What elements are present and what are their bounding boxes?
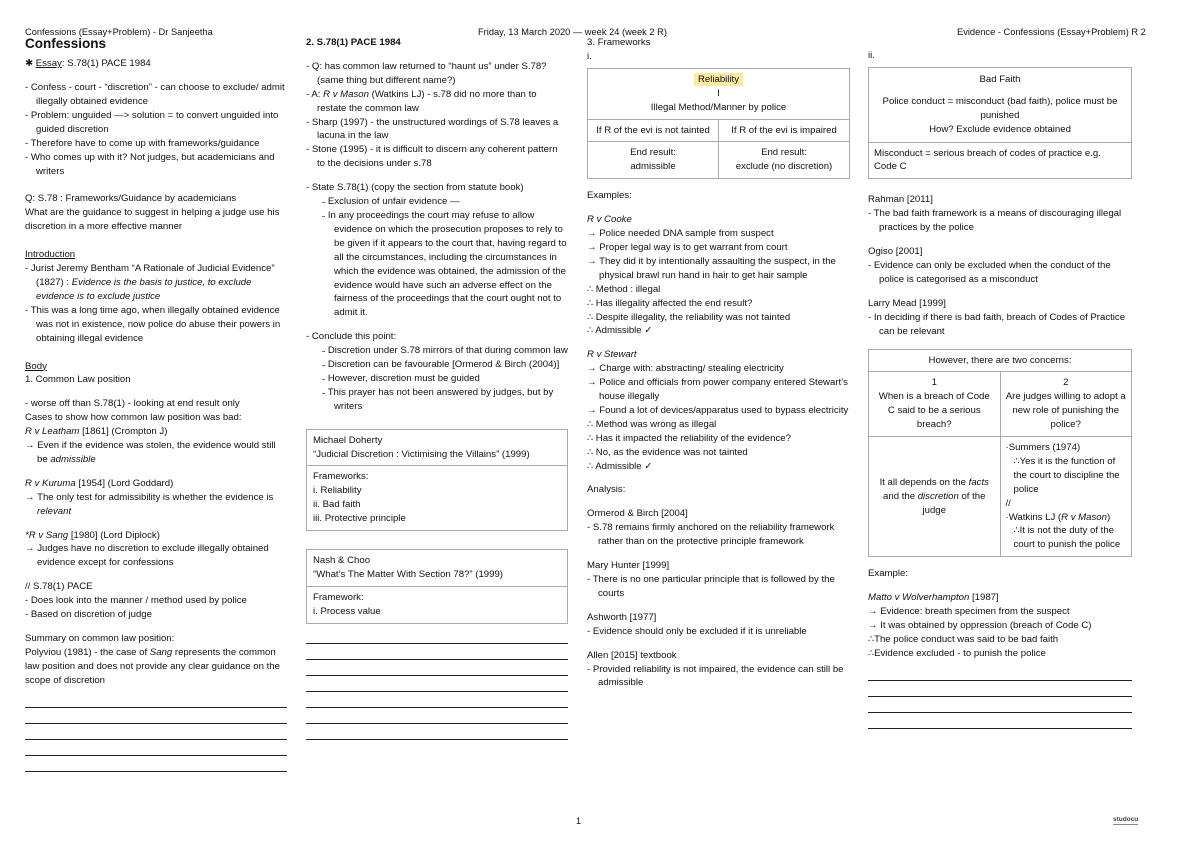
sub-item: ˗ However, discretion must be guided xyxy=(322,372,480,384)
list-item: - Evidence should only be excluded if it is unreliable xyxy=(587,625,807,637)
case-kuruma: R v Kuruma [1954] (Lord Goddard) xyxy=(25,477,174,489)
case-note: → The only test for admissibility is whether the evidence is relevant xyxy=(25,491,274,517)
list-item: - State S.78(1) (copy the section from statute book) xyxy=(306,182,524,194)
reliability-title: Reliability xyxy=(694,73,743,86)
summary-heading: Summary on common law position: xyxy=(25,633,175,644)
sub-item: ˗ Exclusion of unfair evidence — xyxy=(322,196,460,208)
list-item: - Who comes up with it? Not judges, but academicians and writers xyxy=(25,151,275,177)
question-line: Q: S.78 : Frameworks/Guidance by academicians xyxy=(25,193,237,205)
page-number: 1 xyxy=(576,816,582,826)
case-note: → Even if the evidence was stolen, the evidence would still be admissible xyxy=(25,440,276,465)
question-text: What are the guidance to suggest in helping a judge use his discretion in a more effective manner xyxy=(25,207,280,233)
body-heading: Body xyxy=(25,360,47,372)
author: Allen [2015] textbook xyxy=(587,649,677,661)
header-center: Friday, 13 March 2020 — week 24 (week 2 R) xyxy=(478,27,667,37)
list-item: - Q: has common law returned to “haunt us” under S.78? (same thing but different name?) xyxy=(306,60,547,86)
concerns-table: However, there are two concerns: 1 When is a breach of Code C said to be a serious breach? 2 Are judges willing to adopt a new role of punishing the police? It all depends on the facts and the discretion of the judge ·Summers (1974) ∴Yes it is the function of the court to discipline the police // ·Watkins LJ (R v Mason) ∴It is not the duty of the court to punish the police xyxy=(868,349,1132,558)
column-4: ii. Bad Faith Police conduct = misconduct (bad faith), police must be punished How? Exclude evidence obtained Misconduct = serious breach of codes of practice e.g. Code C Rahman [2011] - The bad faith framework is a means of discouraging illegal practices by the police Ogiso [2001] - Evidence can only be excluded when the conduct of the police is categorised as a misconduct Larry Mead [1999] - In deciding if there is bad faith, breach of Codes of Practice can be relevant However, there are two concerns: 1 When is a breach of Code C said to be a serious breach? 2 Are judges willing to adopt a new role of punishing the police? It all depends on the facts and the discretion of the judge ·Summers (1974) ∴Yes it is the function of the court to discipline the police // ·Watkins LJ (R v Mason) ∴It is not the duty of the court to punish the police Example: Matto v Wolverhampton [1987] → Evidence: breath specimen from the suspect → It was obtained by oppression (breach of Code C) ∴The police conduct was said to be bad faith ∴Evidence excluded - to punish the police xyxy=(868,36,1132,729)
reliability-table: Reliability I Illegal Method/Manner by police If R of the evi is not tainted If R of the evi is impaired End result: admissible End result: exclude (no discretion) xyxy=(587,68,850,179)
body-subheading: 1. Common Law position xyxy=(25,374,131,386)
list-item: - The bad faith framework is a means of discouraging illegal practices by the police xyxy=(868,208,1122,234)
section-heading: 2. S.78(1) PACE 1984 xyxy=(306,37,401,48)
case-stewart: R v Stewart xyxy=(587,349,637,361)
list-item: - Therefore have to come up with frameworks/guidance xyxy=(25,137,260,149)
author: Ogiso [2001] xyxy=(868,246,923,258)
star-icon: ✱ xyxy=(25,58,34,70)
text-line: - worse off than S.78(1) - looking at end result only xyxy=(25,398,240,410)
list-item: - Does look into the manner / method used by police xyxy=(25,595,247,607)
case-note: → Judges have no discretion to exclude illegally obtained evidence except for confessions xyxy=(25,543,269,569)
list-item: - Jurist Jeremy Bentham “A Rationale of Judicial Evidence” (1827) : Evidence is the basis to justice, to exclude evidence is to exclude justice xyxy=(25,263,275,302)
examples-label: Examples: xyxy=(587,190,632,202)
list-item: - Problem: unguided —> solution = to convert unguided into guided discretion xyxy=(25,109,279,135)
summary-text: Polyviou (1981) - the case of Sang represents the common law position and does not provide any clear guidance on the scope of discretion xyxy=(25,646,280,686)
bad-faith-title: Bad Faith xyxy=(979,73,1021,85)
analysis-label: Analysis: xyxy=(587,484,626,496)
statute-text: ˗ In any proceedings the court may refuse to allow evidence on which the prosecution proposes to rely to be given if it appears to the court that, having regard to all the circumstances, including the circumstances in which the evidence was obtained, the admission of the evidence would have such an adverse effect on the fairness of the proceedings that the court ought not to admit it. xyxy=(322,209,567,319)
header-right: Evidence - Confessions (Essay+Problem) R 2 xyxy=(957,27,1146,37)
blank-lines xyxy=(25,692,287,772)
case-leatham: R v Leatham [1861] (Crompton J) xyxy=(25,426,168,438)
list-item: - Sharp (1997) - the unstructured wordings of S.78 leaves a lacuna in the law xyxy=(306,116,559,142)
page-title: Confessions xyxy=(25,36,107,51)
text-line: Cases to show how common law position was bad: xyxy=(25,412,242,424)
column-3: 3. Frameworks i. Reliability I Illegal Method/Manner by police If R of the evi is not tainted If R of the evi is impaired End result: admissible End result: exclude (no discretion) Examples: R v Cooke → Police needed DNA sample from suspect → Proper legal way is to get warrant from court → They did it by intentionally assaulting the suspect, in the physical brawl run hand in hair to get hair sample ∴ Method : illegal ∴ Has illegality affected the end result? ∴ Despite illegality, the reliability was not tainted ∴ Admissible ✓ R v Stewart → Charge with: abstracting/ stealing electricity → Police and officials from power company entered Stewart’s house illegally → Found a lot of devices/apparatus used to bypass electricity ∴ Method was wrong as illegal ∴ Has it impacted the reliability of the evidence? ∴ No, as the evidence was not tainted ∴ Admissible ✓ Analysis: Ormerod & Birch [2004] - S.78 remains firmly anchored on the reliability framework rather than on the protective principle framework Mary Hunter [1999] - There is no one particular principle that is followed by the courts Ashworth [1977] - Evidence should only be excluded if it is unreliable Allen [2015] textbook - Provided reliability is not impaired, the evidence can still be admissible xyxy=(587,37,849,689)
sub-item: ˗ Discretion can be favourable [Ormerod & Birch (2004)] xyxy=(322,359,560,371)
bad-faith-table: Bad Faith Police conduct = misconduct (bad faith), police must be punished How? Exclude evidence obtained Misconduct = serious breach of codes of practice e.g. Code C xyxy=(868,67,1132,179)
roman-label: ii. xyxy=(868,50,875,61)
column-1 xyxy=(25,36,287,772)
doherty-box: Michael Doherty “Judicial Discretion : Victimising the Villains” (1999) Frameworks: i. Reliability ii. Bad faith iii. Protective principle xyxy=(306,429,568,531)
essay-line: ✱ Essay: S.78(1) PACE 1984 xyxy=(25,58,151,70)
header-left: Confessions (Essay+Problem) - Dr Sanjeetha xyxy=(25,27,213,37)
list-item: - Confess - court - “discretion” - can choose to exclude/ admit illegally obtained evidence xyxy=(25,82,285,107)
author: Mary Hunter [1999] xyxy=(587,560,670,572)
list-item: - In deciding if there is bad faith, breach of Codes of Practice can be relevant xyxy=(868,311,1126,337)
section-heading: 3. Frameworks xyxy=(587,37,651,48)
list-item: - Evidence can only be excluded when the conduct of the police is categorised as a misconduct xyxy=(868,259,1111,285)
blank-lines xyxy=(868,665,1132,729)
roman-label: i. xyxy=(587,50,592,62)
list-item: - Stone (1995) - it is difficult to discern any coherent pattern to the decisions under s.78 xyxy=(306,144,558,170)
list-item: - This was a long time ago, when illegally obtained evidence was not in existence, now police do abuse their powers in obtaining illegal evidence xyxy=(25,304,281,344)
list-item: - Conclude this point: xyxy=(306,331,397,343)
intro-heading: Introduction xyxy=(25,249,76,261)
author: Larry Mead [1999] xyxy=(868,297,946,309)
studocu-logo: studocu xyxy=(1113,815,1138,825)
example-label: Example: xyxy=(868,568,908,580)
sub-item: ˗ Discretion under S.78 mirrors of that during common law xyxy=(322,345,568,357)
list-item: - There is no one particular principle that is followed by the courts xyxy=(587,574,835,599)
case-cooke: R v Cooke xyxy=(587,214,632,226)
sub-item: ˗ This prayer has not been answered by judges, but by writers xyxy=(322,386,554,412)
case-matto: Matto v Wolverhampton [1987] xyxy=(868,592,999,604)
column-2 xyxy=(306,36,568,740)
list-item: - S.78 remains firmly anchored on the reliability framework rather than on the protective principle framework xyxy=(587,522,835,548)
author: Ormerod & Birch [2004] xyxy=(587,508,688,520)
author: Rahman [2011] xyxy=(868,194,933,206)
author: Ashworth [1977] xyxy=(587,611,657,623)
case-sang: *R v Sang [1980] (Lord Diplock) xyxy=(25,529,160,541)
list-item: - A: R v Mason (Watkins LJ) - s.78 did no more than to restate the common law xyxy=(306,88,537,114)
nash-choo-box: Nash & Choo “What’s The Matter With Section 78?” (1999) Framework: i. Process value xyxy=(306,549,568,624)
list-item: - Based on discretion of judge xyxy=(25,609,152,621)
pace-heading: // S.78(1) PACE xyxy=(25,581,93,593)
list-item: - Provided reliability is not impaired, the evidence can still be admissible xyxy=(587,663,844,689)
blank-lines xyxy=(306,628,568,740)
concerns-title: However, there are two concerns: xyxy=(869,349,1132,372)
